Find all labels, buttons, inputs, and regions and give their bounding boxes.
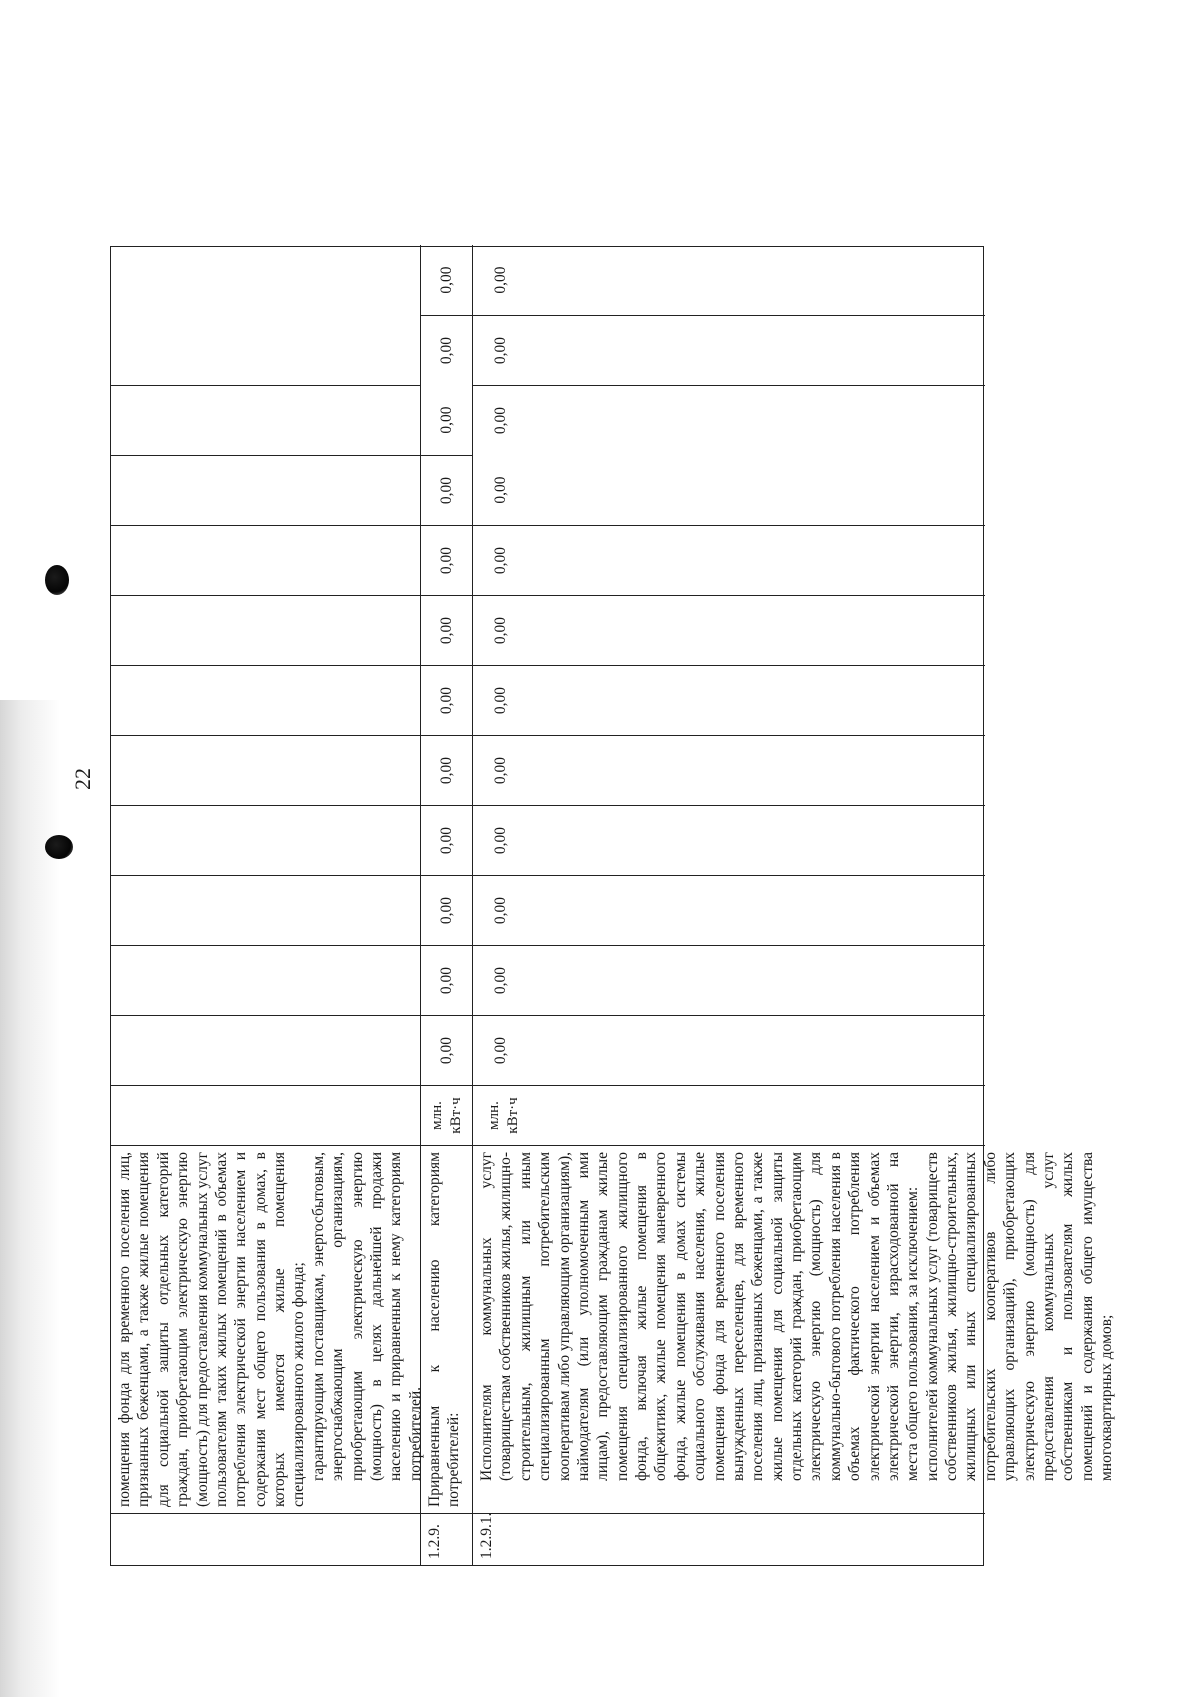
row-unit: млн. кВт·ч (421, 1085, 473, 1145)
value-cell: 0,00 (473, 665, 985, 735)
value-cell (111, 1015, 421, 1085)
value-cell: 0,00 (421, 455, 473, 525)
value-cell: 0,00 (421, 665, 473, 735)
value-cell (111, 665, 421, 735)
punch-hole-mark (45, 835, 73, 859)
row-unit: млн. кВт·ч (473, 1085, 985, 1145)
value-cell: 0,00 (492, 266, 509, 294)
tariff-table (110, 246, 1115, 1566)
description-paragraph: Приравненным к населению категориям потребителей: (426, 1152, 463, 1507)
value-cell (111, 805, 421, 875)
row-description (421, 1145, 473, 1513)
row-code (111, 1513, 421, 1565)
value-cell (111, 385, 421, 455)
value-cell: 0,00 (421, 315, 473, 385)
value-cell: 0,00 (473, 875, 985, 945)
value-cell: 0,00 (421, 385, 473, 455)
value-cell (111, 525, 421, 595)
value-cell: 0,00 (473, 945, 985, 1015)
description-paragraph: помещения фонда для временного поселения лиц, признанных беженцами, а также жилые помещения для социальной защиты отдельных категорий граждан, приобретающим электрическую энергию (мощность) для предоставления коммунальных услуг пользователям таких жилых помещений в объемах потребления электрической энергии населением и содержания мест общего пользования в домах, в которых имеются жилые помещения специализированного жилого фонда; (116, 1152, 308, 1507)
rotated-table-sheet (110, 54, 1115, 1566)
value-cell: 0,00 (473, 525, 985, 595)
value-cell: 0,00 (473, 1015, 985, 1085)
value-cell: 0,00 (421, 245, 473, 315)
value-cell: 0,00 (473, 385, 985, 455)
description-paragraph: гарантирующим поставщикам, энергосбытовым, энергоснабжающим организациям, приобретающим электрическую энергию (мощность) в целях дальнейшей продажи населению и приравненным к нему категориям потребителей. (309, 1152, 424, 1481)
value-cell (111, 315, 421, 385)
value-cell (111, 735, 421, 805)
value-cell: 0,00 (421, 805, 473, 875)
value-cell: 0,00 (421, 595, 473, 665)
value-cell: 0,00 (421, 735, 473, 805)
value-cell (111, 875, 421, 945)
value-cell: 0,00 (421, 525, 473, 595)
punch-hole-mark (45, 565, 69, 595)
value-cell: 0,00 (473, 805, 985, 875)
value-cell: 0,00 (492, 476, 509, 504)
value-cell: 0,00 (473, 595, 985, 665)
row-code: 1.2.9. (421, 1513, 473, 1565)
value-cell: 0,00 (473, 315, 985, 385)
value-cell (111, 455, 421, 525)
value-cell (111, 245, 421, 315)
description-paragraph: Исполнителям коммунальных услуг (товариществам собственников жилья, жилищно-строительным, жилищным или иным специализированным потребительским кооперативам либо управляющим организациям), наймодателям (или уполномоченным ими лицам), предоставляющим гражданам жилые помещения специализированного жилищного фонда, включая жилые помещения в общежитиях, жилые помещения маневренного фонда, жилые помещения в домах системы социального обслуживания населения, жилые помещения фонда для временного поселения вынужденных переселенцев, для временного поселения лиц, признанных беженцами, а также жилые помещения для социальной защиты отдельных категорий граждан, приобретающим электрическую энергию (мощность) для коммунально-бытового потребления населения в объемах фактического потребления электрической энергии населением и объемах электрической энергии, израсходованной на места общего пользования, за исключением: (478, 1152, 922, 1481)
row-code: 1.2.9.1. (473, 1513, 985, 1565)
value-cell: 0,00 (473, 735, 985, 805)
value-cell (111, 595, 421, 665)
page-number: 22 (70, 768, 95, 790)
value-cell: 0,00 (421, 945, 473, 1015)
value-cell (111, 945, 421, 1015)
value-cell: 0,00 (421, 1015, 473, 1085)
value-cell: 0,00 (421, 875, 473, 945)
row-unit (111, 1085, 421, 1145)
description-paragraph: исполнителей коммунальных услуг (товариществ собственников жилья, жилищно-строительных, жилищных или иных специализированных потребительских кооперативов либо управляющих организаций), приобретающих электрическую энергию (мощность) для предоставления коммунальных услуг собственникам и пользователям жилых помещений и содержания общего имущества многоквартирных домов; (923, 1152, 1115, 1481)
row-description (111, 1145, 424, 1513)
row-description (473, 1145, 1115, 1513)
